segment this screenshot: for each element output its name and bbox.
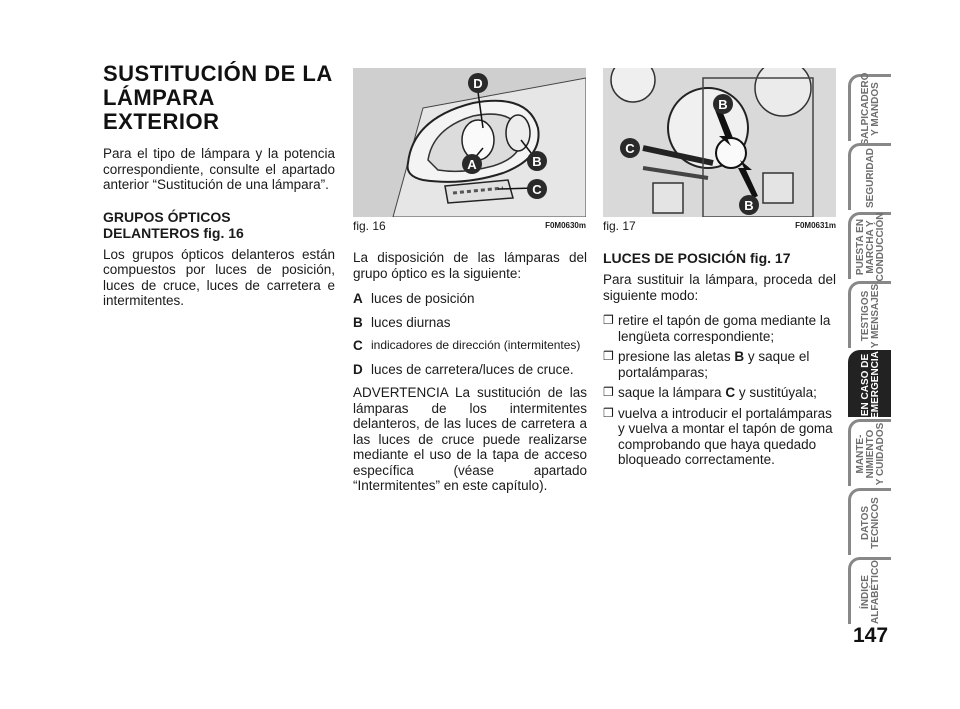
tab-datos-tecnicos[interactable] bbox=[848, 488, 891, 555]
procedure-intro: Para sustituir la lámpara, proceda del siguiente modo: bbox=[603, 272, 836, 303]
procedure-step bbox=[603, 313, 836, 344]
lamp-layout-intro: La disposición de las lámparas del grupo óptico es la siguiente: bbox=[353, 250, 587, 281]
figure-16-number: fig. 16 bbox=[353, 219, 386, 233]
tab-mantenimiento[interactable] bbox=[848, 419, 891, 486]
column-left bbox=[103, 62, 335, 319]
procedure-step bbox=[603, 406, 836, 468]
tab-label: SEGURIDAD bbox=[865, 147, 876, 209]
tab-emergencia[interactable] bbox=[848, 350, 891, 417]
checkbox-bullet-icon: ❒ bbox=[603, 349, 614, 363]
tab-testigos[interactable] bbox=[848, 281, 891, 348]
section-heading bbox=[103, 209, 335, 241]
lamp-item-b bbox=[353, 315, 587, 331]
lamp-item-key: C bbox=[353, 338, 363, 353]
lamp-item-a bbox=[353, 291, 587, 307]
column-middle bbox=[353, 250, 587, 504]
procedure-step bbox=[603, 349, 836, 380]
label-d: D bbox=[473, 76, 483, 91]
lamp-item-key: B bbox=[353, 314, 363, 330]
checkbox-bullet-icon: ❒ bbox=[603, 405, 614, 420]
label-b-top: B bbox=[718, 97, 728, 112]
column-right bbox=[603, 250, 836, 473]
tab-indice[interactable] bbox=[848, 557, 891, 624]
checkbox-bullet-icon: ❒ bbox=[603, 385, 614, 399]
lamp-item-text: luces de carretera/luces de cruce. bbox=[371, 361, 574, 377]
lamp-item-d bbox=[353, 362, 587, 378]
page-number: 147 bbox=[853, 624, 889, 647]
position-lights-heading: LUCES DE POSICIÓN fig. 17 bbox=[603, 250, 791, 266]
figure-17-code: F0M0631m bbox=[795, 221, 836, 230]
figure-17-caption bbox=[603, 219, 836, 233]
figure-16-caption bbox=[353, 219, 586, 233]
tab-salpicadero[interactable] bbox=[848, 72, 891, 146]
section-paragraph: Los grupos ópticos delanteros están compuestos por luces de posición, luces de cruce, luces de carretera e intermitentes. bbox=[103, 246, 335, 308]
lamp-item-key: D bbox=[353, 361, 363, 377]
figure-17-bulb-holder bbox=[603, 68, 836, 217]
lamp-item-text: luces de posición bbox=[371, 291, 475, 306]
figure-16-code: F0M0630m bbox=[545, 221, 586, 230]
lamp-item-text: luces diurnas bbox=[371, 314, 451, 330]
label-b-bottom: B bbox=[744, 198, 754, 213]
label-b: B bbox=[532, 154, 542, 169]
tab-label: DATOS TECNICOS bbox=[860, 497, 881, 549]
tab-label: MANTE- NIMIENTO Y CUIDADOS bbox=[855, 422, 886, 486]
section-heading-line1: GRUPOS ÓPTICOS bbox=[103, 208, 231, 225]
section-heading-line2: DELANTEROS fig. 16 bbox=[103, 224, 244, 241]
page-title-line1: SUSTITUCIÓN DE LA bbox=[103, 61, 333, 86]
step-text: presione las aletas B y saque el portalámparas; bbox=[618, 349, 810, 380]
label-a: A bbox=[467, 157, 477, 172]
page-title-line2: LÁMPARA EXTERIOR bbox=[103, 85, 220, 134]
tab-label: SALPICADERO Y MANDOS bbox=[860, 72, 881, 146]
tab-label: ÍNDICE ALFABÉTICO bbox=[860, 560, 881, 624]
checkbox-bullet-icon: ❒ bbox=[603, 313, 614, 327]
step-text: saque la lámpara C y sustitúyala; bbox=[618, 385, 817, 400]
label-c: C bbox=[625, 141, 635, 156]
tab-puesta-en-marcha[interactable] bbox=[848, 212, 891, 282]
headlight-illustration bbox=[353, 68, 586, 217]
tab-label: EN CASO DE EMERGENCIA bbox=[860, 351, 881, 419]
tab-label: TESTIGOS Y MENSAJES bbox=[860, 283, 881, 349]
tab-label: PUESTA EN MARCHA Y CONDUCCIÓN bbox=[855, 212, 886, 282]
procedure-step bbox=[603, 385, 836, 401]
lamp-item-text: indicadores de dirección (intermitentes) bbox=[371, 338, 581, 352]
lamp-item-c bbox=[353, 338, 587, 354]
step-text: vuelva a introducir el portalámparas y vuelva a montar el tapón de goma comprobando que haya quedado bloqueado correctamente. bbox=[618, 405, 833, 467]
tab-seguridad[interactable] bbox=[848, 143, 891, 210]
figure-16-headlight bbox=[353, 68, 586, 217]
label-c: C bbox=[532, 182, 542, 197]
lamp-item-key: A bbox=[353, 291, 363, 306]
bulb-holder-illustration bbox=[603, 68, 836, 217]
step-text: retire el tapón de goma mediante la lengüeta correspondiente; bbox=[618, 313, 831, 344]
warning-paragraph: ADVERTENCIA La sustitución de las lámparas de los intermitentes delanteros, de las luces de carretera a las luces de cruce puede realizarse mediante el uso de la tapa de acceso específica (véase apartado “Intermitentes” en este capítulo). bbox=[353, 385, 587, 493]
page-title bbox=[103, 62, 335, 134]
intro-paragraph: Para el tipo de lámpara y la potencia correspondiente, consulte el apartado anterior “Sustitución de una lámpara”. bbox=[103, 146, 335, 192]
figure-17-number: fig. 17 bbox=[603, 219, 636, 233]
